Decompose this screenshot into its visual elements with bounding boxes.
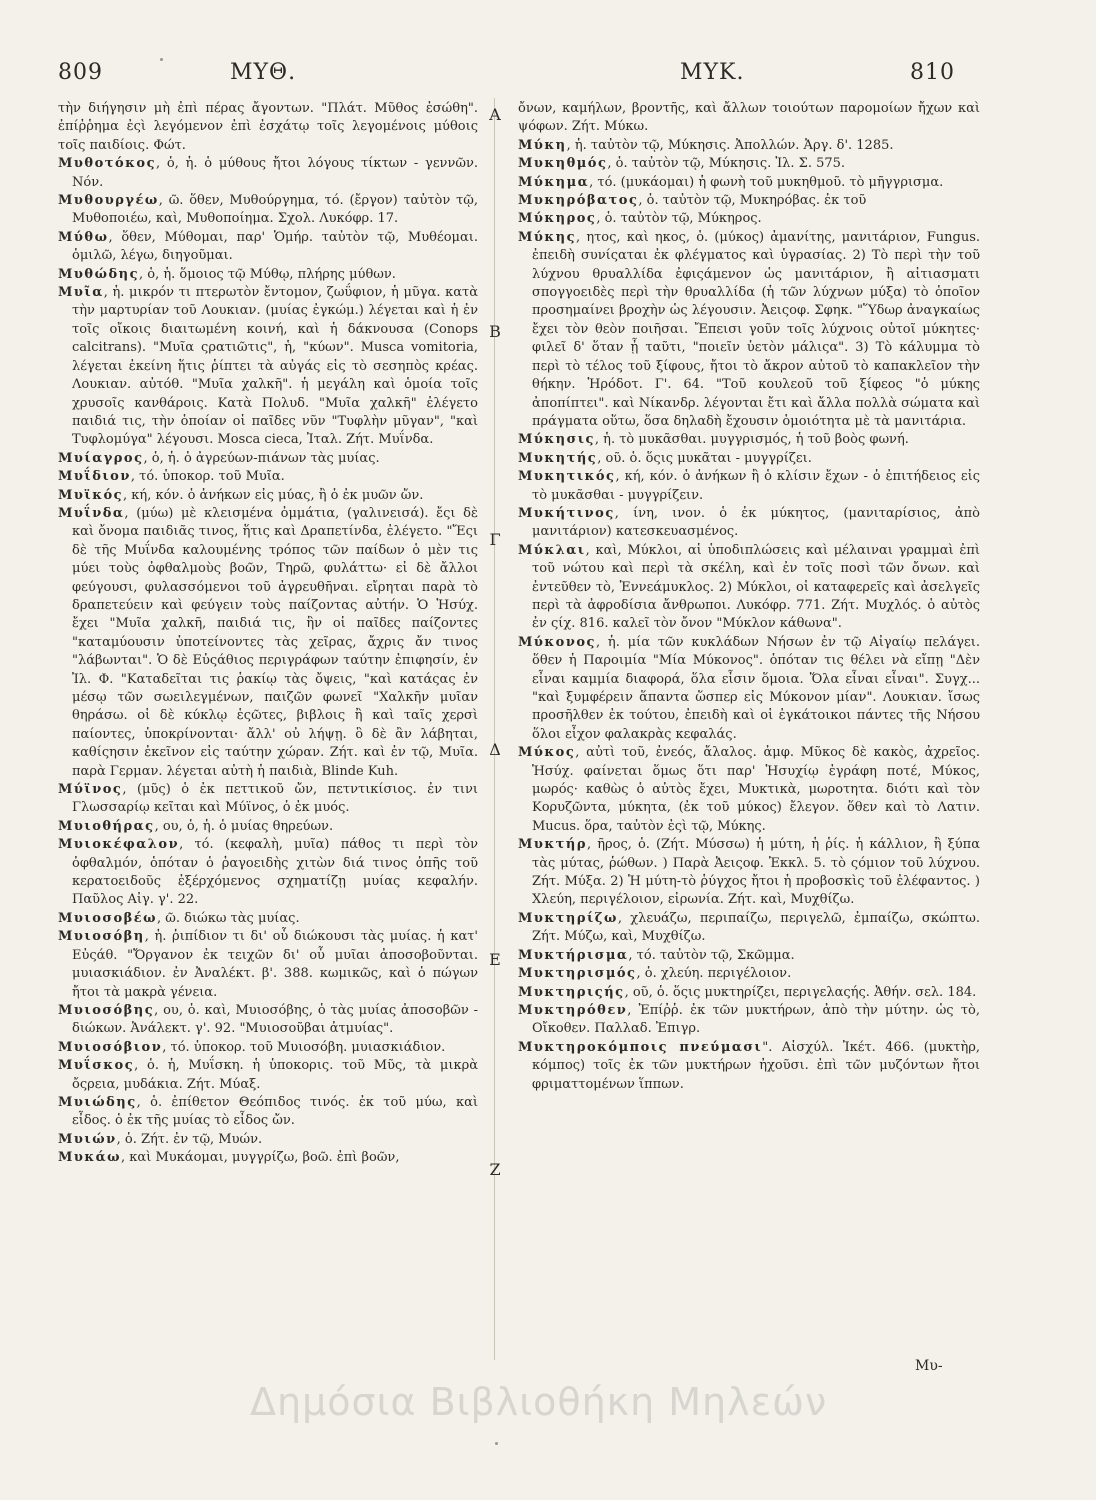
left-page-number: 809 xyxy=(58,60,103,85)
entry-definition: τὴν διήγησιν μὴ ἐπὶ πέρας ἄγοντων. "Πλάτ. Μῦθος ἐσώθη". ἐπίῤῥημα ἐςὶ λεγόμενον ἐπὶ ἐσχάτῳ τοῖς λεγομένοις μύθοις τοῖς παιδίοις. Φώτ. xyxy=(58,101,478,153)
dictionary-entry xyxy=(518,229,980,431)
entry-definition: , τό. ὑποκορ. τοῦ Μυιοσόβη. μυιασκιάδιον. xyxy=(162,1039,446,1055)
margin-letter-g: Γ xyxy=(489,530,501,549)
entry-definition: , ητος, καὶ ηκος, ὁ. (μύκος) ἀμανίτης, μανιτάριον, Fungus. ἐπειδὴ συνίςαται ἐκ φλέγματος καὶ ὑγρασίας. 2) Τὸ περὶ τὴν τοῦ λύχνου θρυαλλίδα ἐφιςάμενον ὡς μανιτάριον, ἢ αἰτιασματι σπογγοειδὲς περὶ τὴν θρυαλλίδα (ἡ τῶν λύχνων μύξα) τὸ ὁποῖον προσημαίνει βροχὴν ὡς λέγουσιν. Ἀειςοφ. Σφηκ. "Ὕδωρ ἀναγκαίως ἔχει τὸν θεὸν ποιῆσαι. Ἔπεισι γοῦν τοῖς λύχνοις οὑτοῖ μύκητες· φιλεῖ δ' ὅταν ᾖ ταῦτι, "ποιεῖν ὑετὸν μάλιςα". 3) Τὸ κάλυμμα τὸ περὶ τὸ τέλος τοῦ ξίφους, ἤτοι τὸ ἄκρον αὐτοῦ τὸ καπακλεῖον τὴν θήκην. Ἡρόδοτ. Γ'. 64. "Τοῦ κουλεοῦ τοῦ ξίφεος "ὁ μύκης ἀποπίπτει". καὶ Νίκανδρ. λέγονται ἔτι καὶ ἄλλα πολλὰ σώματα καὶ πράγματα οὕτω, ὅσα δηλαδὴ ἔχουσιν ὁμοιότητα μὲ τὰ μανιτάρια. xyxy=(532,229,980,429)
entry-definition: , ἡ. μικρόν τι πτερωτὸν ἔντομον, ζωΰφιον, ἡ μῦγα. κατὰ τὴν μαρτυρίαν τοῦ Λουκιαν. (μυίας ἐγκώμ.) λέγεται καὶ ἡ ἐν τοῖς οἴκοις διαιτωμένη κοινή, καὶ ἡ δάκνουσα (Conops calcitrans). "Μυῖα ςρατιῶτις", ἡ, "κύων". Musca vomitoria, λέγεται ἐκείνη ἥτις ῥίπτει τὰ αὐγάς εἰς τὸ σεσηπὸς κρέας. Λουκιαν. αὐτόθ. "Μυῖα χαλκῆ". ἡ μεγάλη καὶ ὁμοία τοῖς χρυσοῖς κανθάροις. Κατὰ Πολυδ. "Μυῖα χαλκῆ" ἐλέγετο παιδιά τις, τὴν ὁποίαν οἱ παῖδες νῦν "Τυφλὴν μῦγαν", "καὶ Τυφλομύγα" λέγουσι. Mosca cieca, Ἰταλ. Ζήτ. Μυΐνδα. xyxy=(72,285,478,448)
dictionary-entry xyxy=(58,1057,478,1094)
dictionary-entry xyxy=(518,634,980,744)
catchword: Μυ- xyxy=(915,1358,943,1374)
dictionary-entry xyxy=(58,836,478,910)
entry-definition: , τό. ταὐτὸν τῷ, Σκῶμμα. xyxy=(628,947,795,963)
dictionary-entry xyxy=(58,450,478,468)
entry-headword: Μυιών xyxy=(58,1131,117,1147)
entry-definition: , ὁ, ἡ. ὅμοιος τῷ Μύθῳ, πλήρης μύθων. xyxy=(139,266,396,282)
dictionary-entry xyxy=(518,100,980,137)
dictionary-entry xyxy=(518,155,980,173)
entry-definition: , ου, ὁ, ἡ. ὁ μυίας θηρεύων. xyxy=(154,818,334,834)
dictionary-entry xyxy=(58,1039,478,1057)
entry-headword: Μυκηθμός xyxy=(518,156,608,172)
entry-headword: Μυκάω xyxy=(58,1150,122,1166)
dictionary-entry xyxy=(58,284,478,450)
dictionary-entry xyxy=(58,1131,478,1149)
dictionary-entry xyxy=(58,266,478,284)
entry-headword: Μυκηρόβατος xyxy=(518,193,639,209)
dictionary-entry xyxy=(58,505,478,781)
entry-definition: , Ἐπίῤῥ. ἐκ τῶν μυκτήρων, ἀπὸ τὴν μύτην. ὡς τὸ, Οἴκοθεν. Παλλαδ. Ἐπιγρ. xyxy=(532,1002,980,1037)
dictionary-entry xyxy=(518,984,980,1002)
right-page-number: 810 xyxy=(910,60,955,85)
paper-speck xyxy=(160,58,163,61)
entry-definition: , ὁ. ἡ, Μυΐσκη. ἡ ὑποκορις. τοῦ Μῦς, τὰ μικρὰ ὄςρεια, μυδάκια. Ζήτ. Μύαξ. xyxy=(72,1058,478,1092)
dictionary-entry xyxy=(518,468,980,505)
entry-headword: Μύθω xyxy=(58,229,109,245)
entry-headword: Μυκτηριςής xyxy=(518,984,625,1000)
entry-headword: Μυκητικός xyxy=(518,469,616,485)
entry-definition: , ῆρος, ὁ. (Ζήτ. Μύσσω) ἡ μύτη, ἡ ῥίς. ἡ κάλλιον, ἢ ξύπα τὰς μύτας, ῥώθων. ) Παρὰ Ἀειςοφ. Ἐκκλ. 5. τὸ ςόμιον τοῦ λύχνου. Ζήτ. Μύξα. 2) Ἡ μύτη-τὸ ῥύγχος ἤτοι ἡ προβοσκὶς τοῦ ἐλέφαντος. ) Χλεύη, περιγέλοιον, εἰρωνία. Ζήτ. καὶ, Μυχθίζω. xyxy=(532,837,980,908)
dictionary-entry xyxy=(518,1002,980,1039)
entry-headword: Μυιοσοβέω xyxy=(58,910,158,926)
dictionary-entry xyxy=(518,505,980,542)
entry-headword: Μυθώδης xyxy=(58,266,139,282)
entry-headword: Μυκτήρ xyxy=(518,837,587,853)
left-running-title: ΜΥΘ. xyxy=(230,60,297,85)
dictionary-entry xyxy=(518,192,980,210)
entry-definition: , ὁ. χλεύη. περιγέλοιον. xyxy=(636,966,792,982)
entry-definition: , ὁ, ἡ. ὁ μύθους ἤτοι λόγους τίκτων - γεννῶν. Νόν. xyxy=(72,156,478,190)
dictionary-entry xyxy=(58,910,478,928)
entry-headword: Μυϊκός xyxy=(58,487,124,503)
paper-speck xyxy=(495,1442,498,1445)
dictionary-entry xyxy=(518,965,980,983)
entry-headword: Μυθοτόκος xyxy=(58,156,156,172)
entry-headword: Μύκηρος xyxy=(518,211,597,227)
page-header xyxy=(40,60,1040,100)
entry-definition: ". Αἰσχύλ. Ἰκέτ. 466. (μυκτὴρ, κόμπος) τοῖς ἐκ τῶν μυκτήρων ἠχοῦσι. ἐπὶ τῶν μυζόντων ἤτοι φριματτομένων ἵππων. xyxy=(532,1039,981,1092)
entry-headword: Μυιοθήρας xyxy=(58,818,155,834)
entry-headword: Μυιώδης xyxy=(58,1094,137,1110)
entry-headword: Μυῖα xyxy=(58,285,104,301)
dictionary-entry xyxy=(518,174,980,192)
entry-definition: , ὁ. Ζήτ. ἐν τῷ, Μυών. xyxy=(116,1131,263,1147)
entry-definition: , ῶ. ὅθεν, Μυθούργημα, τό. (ἔργον) ταὐτὸν τῷ, Μυθοποιέω, καὶ, Μυθοποίημα. Σχολ. Λυκόφρ. 17. xyxy=(72,193,478,227)
entry-headword: Μυιοσόβη xyxy=(58,929,145,945)
entry-headword: Μύκλαι xyxy=(518,542,586,558)
dictionary-entry xyxy=(518,542,980,634)
entry-headword: Μυκτήρισμα xyxy=(518,947,629,963)
dictionary-entry xyxy=(518,910,980,947)
entry-headword: Μύκης xyxy=(518,229,577,245)
dictionary-entry xyxy=(518,450,980,468)
entry-definition: , ὁ. ἐπίθετον Θεόπιδος τινός. ἐκ τοῦ μύω, καὶ εἶδος. ὁ ἐκ τῆς μυίας τὸ εἶδος ὤν. xyxy=(72,1094,478,1129)
entry-headword: Μυιοσόβης xyxy=(58,1002,155,1018)
dictionary-entry xyxy=(58,928,478,1002)
entry-headword: Μύκονος xyxy=(518,634,596,650)
margin-letter-e: Ε xyxy=(489,950,501,969)
dictionary-entry xyxy=(518,836,980,910)
right-running-title: ΜΥΚ. xyxy=(680,60,745,85)
entry-definition: , ὁ, ἡ. ὁ ἀγρεύων-πιάνων τὰς μυίας. xyxy=(143,450,380,466)
entry-definition: , κή, κόν. ὁ ἀνήκων ἢ ὁ κλίσιν ἔχων - ὁ ἐπιτήδειος εἰς τὸ μυκᾶσθαι - μυγγρίζειν. xyxy=(532,469,980,503)
entry-headword: Μύκημα xyxy=(518,174,590,190)
dictionary-entry xyxy=(518,431,980,449)
entry-headword: Μυκητής xyxy=(518,450,598,466)
entry-definition: , ὁ. ταὐτὸν τῷ, Μύκηρος. xyxy=(596,211,762,227)
right-column xyxy=(518,100,980,1094)
entry-definition: , κή, κόν. ὁ ἀνήκων εἰς μύας, ἢ ὁ ἐκ μυῶν ὤν. xyxy=(123,487,424,503)
entry-headword: Μυίαγρος xyxy=(58,450,144,466)
entry-definition: , ἡ. ῥιπίδιον τι δι' οὗ διώκουσι τὰς μυίας. ἡ κατ' Εὐςάθ. "Ὄργανον ἐκ τειχῶν δι' οὗ μυῖαι ἀποσοβοῦνται. μυιασκιάδιον. ἐν Ἀναλέκτ. β'. 388. κωμικῶς, καὶ ὁ πώγων ἤτοι τὰ μακρὰ γένεια. xyxy=(72,929,478,1000)
entry-definition: , οῦ, ὁ. ὅςις μυκτηρίζει, περιγελαςής. Ἀθήν. σελ. 184. xyxy=(624,984,977,1000)
entry-headword: Μύκησις xyxy=(518,432,595,448)
dictionary-entry xyxy=(518,137,980,155)
dictionary-entry xyxy=(58,487,478,505)
left-column xyxy=(58,100,478,1168)
dictionary-entry xyxy=(58,468,478,486)
entry-definition: , οῦ. ὁ. ὅςις μυκᾶται - μυγγρίζει. xyxy=(597,450,812,466)
entry-definition: , τό. ὑποκορ. τοῦ Μυῖα. xyxy=(130,469,285,485)
entry-headword: Μυκτηρισμός xyxy=(518,966,637,982)
entry-headword: Μυθουργέω xyxy=(58,193,159,209)
entry-definition: , (μύω) μὲ κλεισμένα ὀμμάτια, (γαλινεισά). ἔςι δὲ καὶ ὄνομα παιδιᾶς τινος, ἥτις καὶ Δραπετίνδα, ἐλέγετο. "Ἔςι δὲ τῆς Μυΐνδα καλουμένης τρόπος τῶν παίδων ὁ μὲν τις μύει τοὺς ὀφθαλμοὺς βοῶν, Τηρῶ, φυλάττω· εἰ δὲ ἄλλοι φεύγουσι, φυλασσόμενοι τοῦ ἀγρευθῆναι. εἴρηται παρὰ τὸ δραπετεύειν καὶ φεύγειν τοὺς παίζοντας αὐτήν. Ὁ Ἡσύχ. ἔχει "Μυῖα χαλκῆ, παιδιά τις, ἣν οἱ παῖδες παίζοντες "καταμύουσιν ὑποτείνοντες τὰς χεῖρας, ἄχρις ἄν τινος "λάβωνται". Ὁ δὲ Εὐςάθιος περιγράφων ταύτην ἐπιφησίν, ἐν Ἰλ. Φ. "Καταδεῖται τις ῥακίῳ τὰς ὄψεις, "καὶ κατάςας ἐν μέσῳ τῶν σωειλεγμένων, παιζῶν φωνεῖ "Χαλκῆν μυῖαν θηράσω. οἱ δὲ κύκλῳ ἑςῶτες, βιβλοις ἢ καὶ ταῖς χερσὶ παίοντες, ὑποκρίνονται· ἄλλ' οὐ λήψῃ. ὃ δὲ ἂν λάβηται, καθίςησιν ἐκεῖνον εἰς ταύτην χώραν. Ζήτ. καὶ ἐν τῷ, Μυῖα. παρὰ Γερμαν. λέγεται αὐτὴ ἡ παιδιὰ, Blinde Kuh. xyxy=(72,505,478,779)
entry-definition: , καὶ, Μύκλοι, αἱ ὑποδιπλώσεις καὶ μέλαιναι γραμμαὶ ἐπὶ τοῦ νώτου καὶ περὶ τὰ σκέλη, καὶ ἐν τοῖς ποσὶ τῶν ὄνων. καὶ ἐντεῦθεν τὸ, Ἐννεάμυκλος. 2) Μύκλοι, οἱ καταφερεῖς καὶ ἀσελγεῖς περὶ τὰ ἀφροδίσια ἄνθρωποι. Λυκόφρ. 771. Ζήτ. Μυχλός. ὁ αὐτὸς ἐν ςίχ. 816. καλεῖ τὸν ὄνον "Μύκλον κάθωνα". xyxy=(532,542,980,632)
entry-definition: , χλευάζω, περιπαίζω, περιγελῶ, ἐμπαίζω, σκώπτω. Ζήτ. Μύζω, καὶ, Μυχθίζω. xyxy=(532,910,980,945)
entry-headword: Μύκη xyxy=(518,137,567,153)
dictionary-entry xyxy=(58,229,478,266)
dictionary-entry xyxy=(58,1002,478,1039)
margin-letter-z: Ζ xyxy=(489,1160,501,1179)
entry-definition: , ὁ. ταὐτὸν τῷ, Μύκησις. Ἰλ. Σ. 575. xyxy=(607,156,846,172)
entry-definition: , τό. (κεφαλὴ, μυῖα) πάθος τι περὶ τὸν ὀφθαλμόν, ὁπόταν ὁ ῥαγοειδὴς χιτὼν διά τινος ὀπῆς τοῦ κερατοειδοῦς ἐξέρχόμενος σχηματίζῃ μυίας κεφαλήν. Παῦλος Αἰγ. γ'. 22. xyxy=(72,837,478,908)
entry-headword: Μυκήτινος xyxy=(518,505,615,521)
entry-headword: Μυκτηρόθεν xyxy=(518,1002,628,1018)
entry-headword: Μυκτηρίζω xyxy=(518,910,618,926)
entry-definition: , αὐτὶ τοῦ, ἐνεός, ἄλαλος. ἀμφ. Μῦκος δὲ κακὸς, ἀχρεῖος. Ἡσύχ. φαίνεται ὅμως ὅτι παρ' Ἡσυχίῳ ἐγράφη ποτέ, Μύκος, μωρός· καθὼς ὁ αὐτὸς ἔχει, Μυκτικὰ, μωροτητα. διότι καὶ τὸν Κορυζῶντα, μύκητα, (ἐκ τοῦ μύκος) ἔλεγον. ὅθεν καὶ τὸ Λατιν. Mucus. ὅρα, ταὐτὸν ἐςὶ τῷ, Μύκης. xyxy=(532,745,980,834)
entry-headword: Μυκτηροκόμποις πνεύμασι xyxy=(518,1039,763,1055)
entry-definition: , ὅθεν, Μύθομαι, παρ' Ὁμήρ. ταὐτὸν τῷ, Μυθέομαι. ὁμιλῶ, λέγω, διηγοῦμαι. xyxy=(72,229,478,264)
entry-headword: Μυΐνδα xyxy=(58,505,125,521)
dictionary-entry xyxy=(518,947,980,965)
entry-definition: , (μῦς) ὁ ἐκ πεττικοῦ ὤν, πετντικίσιος. ἐν τινι Γλωσσαρίῳ κεῖται καὶ Μύϊνος, ὁ ἐκ μυός. xyxy=(72,782,478,816)
dictionary-entry xyxy=(58,192,478,229)
dictionary-entry xyxy=(58,818,478,836)
library-watermark: Δημόσια Βιβλιοθήκη Μηλεών xyxy=(250,1380,828,1424)
entry-definition: ὄνων, καμήλων, βροντῆς, καὶ ἄλλων τοιούτων παρομοίων ἤχων καὶ ψόφων. Ζήτ. Μύκω. xyxy=(518,101,980,135)
dictionary-entry xyxy=(58,155,478,192)
entry-headword: Μύκος xyxy=(518,745,576,761)
dictionary-entry xyxy=(518,210,980,228)
entry-definition: , ῶ. διώκω τὰς μυίας. xyxy=(157,910,300,926)
margin-letter-b: Β xyxy=(489,322,501,341)
dictionary-entry xyxy=(518,1039,980,1094)
entry-definition: , ίνη, ινον. ὁ ἐκ μύκητος, (μανιταρίσιος, ἀπὸ μανιτάριον) κατεσκευασμένος. xyxy=(532,505,980,540)
entry-headword: Μυιοκέφαλον xyxy=(58,837,180,853)
dictionary-entry xyxy=(58,1149,478,1167)
entry-definition: , ἡ. ταὐτὸν τῷ, Μύκησις. Ἀπολλών. Ἀργ. δ'. 1285. xyxy=(566,137,894,153)
entry-definition: , τό. (μυκάομαι) ἡ φωνὴ τοῦ μυκηθμοῦ. τὸ μῆγγρισμα. xyxy=(589,174,944,190)
entry-definition: , καὶ Μυκάομαι, μυγγρίζω, βοῶ. ἐπὶ βοῶν, xyxy=(121,1150,400,1166)
entry-headword: Μύϊνος xyxy=(58,782,123,798)
dictionary-entry xyxy=(58,1094,478,1131)
margin-letter-d: Δ xyxy=(489,740,501,759)
entry-headword: Μυιοσόβιον xyxy=(58,1039,163,1055)
entry-definition: , ὁ. ταὐτὸν τῷ, Μυκηρόβας. ἐκ τοῦ xyxy=(638,193,867,209)
entry-headword: Μυΐσκος xyxy=(58,1058,135,1074)
dictionary-entry xyxy=(58,781,478,818)
entry-definition: , ου, ὁ. καὶ, Μυιοσόβης, ὁ τὰς μυίας ἀποσοβῶν - διώκων. Ἀνάλεκτ. γ'. 92. "Μυιοσοῦβαι ἀτμυίας". xyxy=(72,1002,478,1037)
entry-definition: , ἡ. τὸ μυκᾶσθαι. μυγγρισμός, ἡ τοῦ βοὸς φωνή. xyxy=(594,432,909,448)
margin-letter-a: Α xyxy=(489,105,501,124)
dictionary-entry xyxy=(58,100,478,155)
dictionary-entry xyxy=(518,744,980,836)
entry-headword: Μυΐδιον xyxy=(58,469,131,485)
entry-definition: , ἡ. μία τῶν κυκλάδων Νήσων ἐν τῷ Αἰγαίῳ πελάγει. ὅθεν ἡ Παροιμία "Μία Μύκονος". ὁπόταν τις θέλει νὰ εἴπῃ "Δὲν εἶναι καμμία διαφορά, ὅλα εἶσιν ὅμοια. Ὅλα εἶναι εἶναι". Συγχ... "καὶ ξυμφέρειν ἅπαντα ὥσπερ εἰς Μύκονον μίαν". Λουκιαν. ἴσως προσῆλθεν ἐκ τούτου, ἐπειδὴ καὶ οἱ ἐγκάτοικοι πάντες τῆς Νήσου ὅλοι εἶχον φαλακρὰς κεφαλάς. xyxy=(532,634,980,742)
